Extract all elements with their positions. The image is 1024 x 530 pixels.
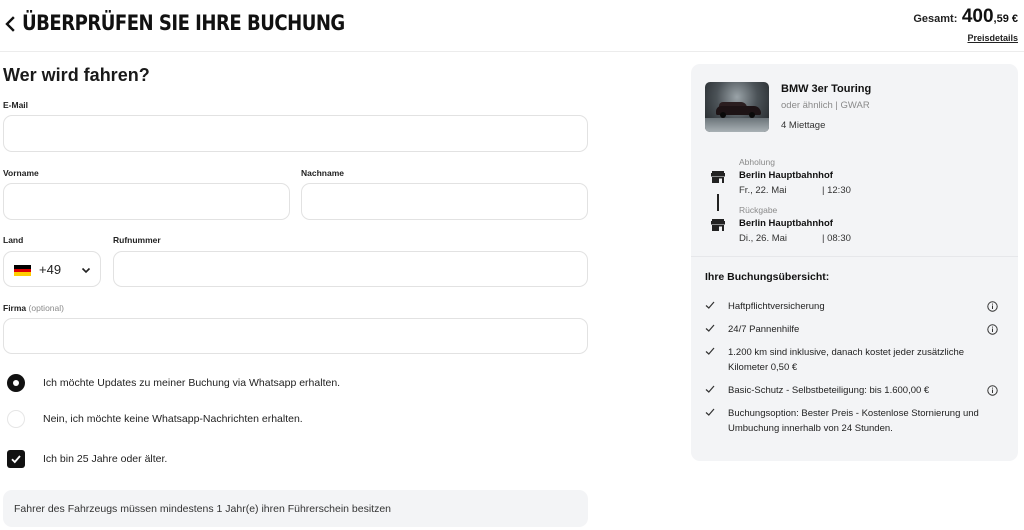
age-checkbox-label: Ich bin 25 Jahre oder älter. — [43, 453, 168, 465]
radio-unselected[interactable] — [7, 410, 25, 428]
timeline-connector — [717, 194, 719, 211]
return-label: Rückgabe — [739, 205, 778, 215]
whatsapp-yes-label: Ich möchte Updates zu meiner Buchung via Whatsapp erhalten. — [43, 377, 341, 389]
check-icon — [705, 323, 715, 333]
info-icon[interactable] — [987, 385, 998, 396]
check-icon — [705, 346, 715, 356]
return-location: Berlin Hauptbahnhof — [739, 218, 833, 229]
check-icon — [705, 384, 715, 394]
price-details-link[interactable]: Preisdetails — [967, 33, 1018, 43]
summary-item — [705, 383, 1005, 398]
first-name-label: Vorname — [3, 168, 39, 178]
radio-selected[interactable] — [7, 374, 25, 392]
return-date: Di., 26. Mai — [739, 233, 788, 244]
company-label — [3, 303, 64, 313]
checkmark-icon — [10, 453, 22, 465]
country-code-select[interactable] — [3, 251, 101, 287]
check-icon — [705, 407, 715, 417]
total-label: Gesamt: — [913, 13, 958, 25]
panel-divider — [691, 256, 1018, 257]
age-checkbox[interactable] — [7, 450, 25, 468]
summary-item-text: 1.200 km sind inklusive, danach kostet jeder zusätzliche Kilometer 0,50 € — [728, 347, 965, 373]
whatsapp-no-option[interactable] — [7, 410, 303, 428]
total-amount: 400 — [961, 6, 994, 27]
pickup-time: | 12:30 — [822, 185, 851, 196]
pickup-label: Abholung — [739, 157, 775, 167]
whatsapp-yes-option[interactable] — [7, 374, 340, 392]
company-field[interactable] — [3, 318, 588, 354]
info-icon[interactable] — [987, 301, 998, 312]
summary-item-text: Basic-Schutz - Selbstbeteiligung: bis 1.600,00 € — [728, 385, 930, 396]
phone-field[interactable] — [113, 251, 588, 287]
store-icon — [711, 171, 725, 183]
country-label: Land — [3, 235, 24, 245]
summary-item — [705, 345, 1005, 375]
total-price — [913, 6, 1018, 28]
whatsapp-no-label: Nein, ich möchte keine Whatsapp-Nachrichten erhalten. — [43, 413, 303, 425]
total-cents: ,59 € — [993, 13, 1018, 25]
summary-item-text: Buchungsoption: Bester Preis - Kostenlose Stornierung und Umbuchung innerhalb von 24 Stunden. — [728, 408, 979, 434]
info-icon[interactable] — [987, 324, 998, 335]
booking-summary-panel — [691, 64, 1018, 461]
car-name: BMW 3er Touring — [781, 83, 872, 95]
summary-item-text: 24/7 Pannenhilfe — [728, 324, 800, 335]
summary-item — [705, 406, 1005, 436]
chevron-left-icon — [2, 12, 18, 36]
return-time: | 08:30 — [822, 233, 851, 244]
pickup-date: Fr., 22. Mai — [739, 185, 787, 196]
summary-item-text: Haftpflichtversicherung — [728, 301, 825, 312]
phone-label: Rufnummer — [113, 235, 161, 245]
chevron-down-icon — [80, 264, 92, 276]
page-header — [0, 0, 1024, 52]
back-button[interactable] — [2, 12, 18, 36]
license-notice: Fahrer des Fahrzeugs müssen mindestens 1 Jahr(e) ihren Führerschein besitzen — [3, 490, 588, 527]
summary-item — [705, 299, 1005, 314]
form-title: Wer wird fahren? — [3, 65, 150, 85]
germany-flag-icon — [14, 265, 31, 276]
store-icon — [711, 219, 725, 231]
last-name-field[interactable] — [301, 183, 588, 220]
overview-title: Ihre Buchungsübersicht: — [705, 271, 830, 283]
page-title: ÜBERPRÜFEN SIE IHRE BUCHUNG — [22, 11, 345, 35]
email-field[interactable] — [3, 115, 588, 152]
first-name-field[interactable] — [3, 183, 290, 220]
company-label-text: Firma — [3, 303, 27, 313]
dial-code: +49 — [39, 262, 62, 277]
age-confirmation[interactable] — [7, 450, 167, 468]
rental-days: 4 Miettage — [781, 120, 826, 131]
optional-hint: (optional) — [28, 303, 64, 313]
last-name-label: Nachname — [301, 168, 344, 178]
car-subtitle: oder ähnlich | GWAR — [781, 100, 870, 111]
pickup-location: Berlin Hauptbahnhof — [739, 170, 833, 181]
email-label: E-Mail — [3, 100, 29, 110]
car-image — [705, 82, 769, 132]
summary-item — [705, 322, 1005, 337]
check-icon — [705, 300, 715, 310]
